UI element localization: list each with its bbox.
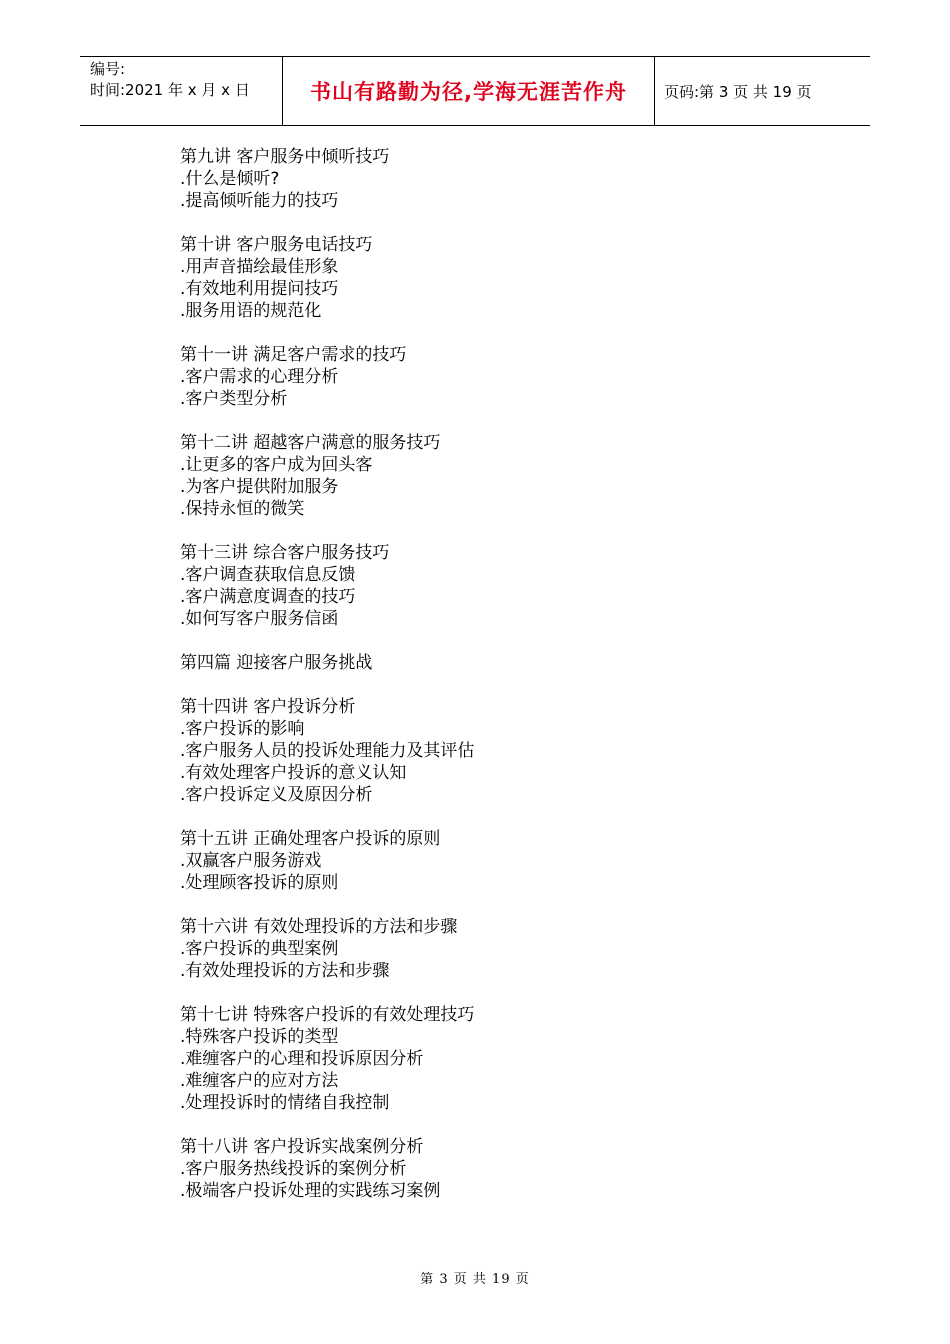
header-divider [654,57,655,125]
lecture-section [180,542,820,630]
section-item: .有效处理客户投诉的意义认知 [180,763,407,783]
section-title: 第四篇 迎接客户服务挑战 [180,653,373,673]
page-header [80,56,870,126]
section-item: .客户服务人员的投诉处理能力及其评估 [180,741,475,761]
section-item: .双赢客户服务游戏 [180,851,322,871]
section-item: .客户投诉的典型案例 [180,939,339,959]
lecture-section [180,234,820,322]
section-item: .客户投诉的影响 [180,719,305,739]
section-title: 第九讲 客户服务中倾听技巧 [180,147,390,167]
section-title: 第十三讲 综合客户服务技巧 [180,543,390,563]
section-item: .有效处理投诉的方法和步骤 [180,961,390,981]
header-motto: 书山有路勤为径,学海无涯苦作舟 [310,80,627,104]
section-title: 第十五讲 正确处理客户投诉的原则 [180,829,441,849]
section-item: .客户需求的心理分析 [180,367,339,387]
lecture-section [180,344,820,410]
header-page-info: 页码:第 3 页 共 19 页 [664,82,812,101]
section-item: .什么是倾听? [180,169,280,189]
lecture-section [180,146,820,212]
section-item: .如何写客户服务信函 [180,609,339,629]
section-item: .提高倾听能力的技巧 [180,191,339,211]
section-item: .极端客户投诉处理的实践练习案例 [180,1181,441,1201]
section-title: 第十讲 客户服务电话技巧 [180,235,373,255]
section-title: 第十八讲 客户投诉实战案例分析 [180,1137,424,1157]
section-item: .客户服务热线投诉的案例分析 [180,1159,407,1179]
page-footer: 第 3 页 共 19 页 [420,1272,530,1287]
section-item: .有效地利用提问技巧 [180,279,339,299]
section-item: .客户调查获取信息反馈 [180,565,356,585]
section-item: .为客户提供附加服务 [180,477,339,497]
lecture-section [180,1004,820,1114]
lecture-section [180,1136,820,1202]
section-item: .保持永恒的微笑 [180,499,305,519]
document-body [180,146,820,1224]
time-label: 时间:2021 年 x 月 x 日 [90,81,250,99]
section-item: .客户投诉定义及原因分析 [180,785,373,805]
section-item: .难缠客户的心理和投诉原因分析 [180,1049,424,1069]
section-item: .客户类型分析 [180,389,288,409]
section-item: .服务用语的规范化 [180,301,322,321]
lecture-section [180,696,820,806]
section-item: .难缠客户的应对方法 [180,1071,339,1091]
section-title: 第十七讲 特殊客户投诉的有效处理技巧 [180,1005,475,1025]
section-item: .处理投诉时的情绪自我控制 [180,1093,390,1113]
section-item: .让更多的客户成为回头客 [180,455,373,475]
lecture-section [180,432,820,520]
lecture-section [180,828,820,894]
section-title: 第十六讲 有效处理投诉的方法和步骤 [180,917,458,937]
section-item: .客户满意度调查的技巧 [180,587,356,607]
lecture-section [180,916,820,982]
serial-label: 编号: [90,60,126,78]
section-title: 第十二讲 超越客户满意的服务技巧 [180,433,441,453]
section-title: 第十四讲 客户投诉分析 [180,697,356,717]
section-item: .特殊客户投诉的类型 [180,1027,339,1047]
section-item: .处理顾客投诉的原则 [180,873,339,893]
section-title: 第十一讲 满足客户需求的技巧 [180,345,407,365]
section-item: .用声音描绘最佳形象 [180,257,339,277]
header-meta [90,59,250,101]
lecture-section [180,652,820,674]
